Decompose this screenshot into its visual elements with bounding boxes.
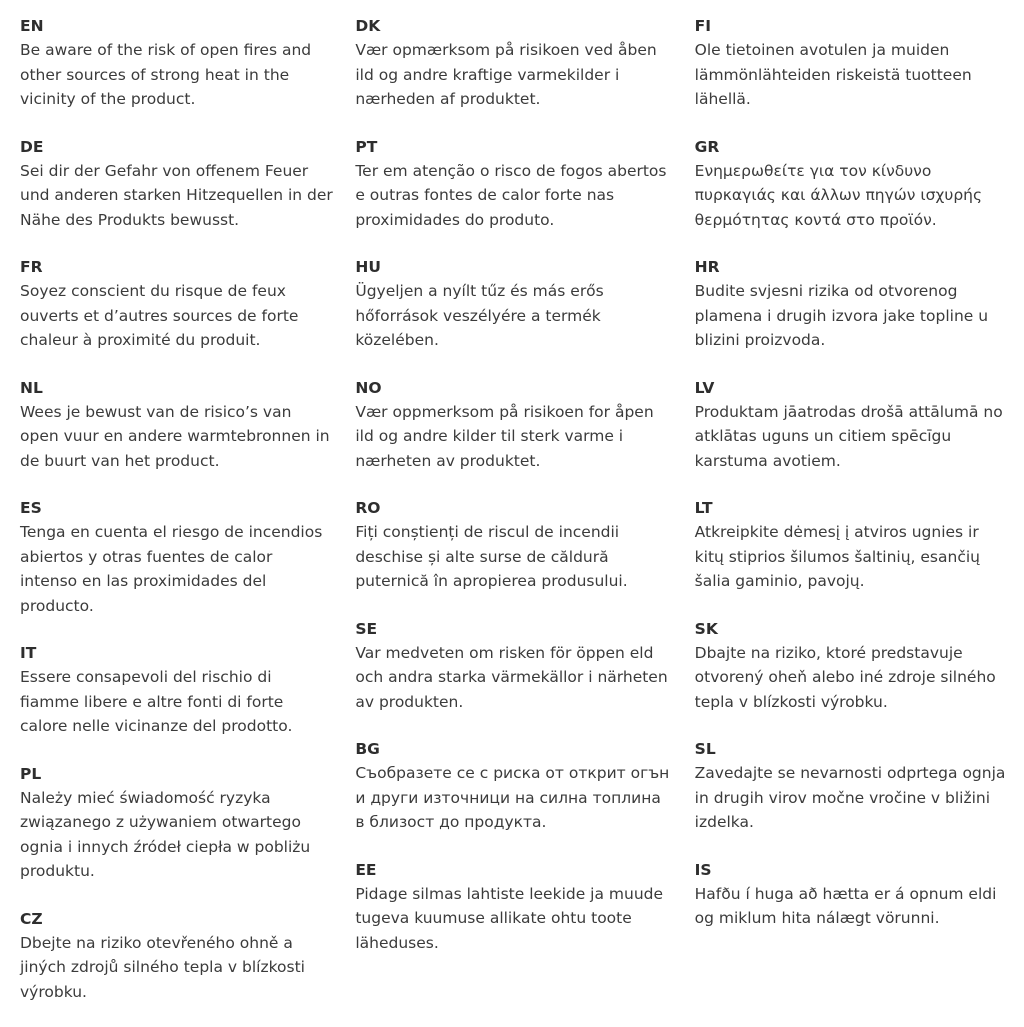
lang-entry-lt: [695, 496, 1010, 594]
lang-entry-pl: [20, 762, 333, 884]
lang-text-no: Vær oppmerksom på risikoen for åpen ild og andre kilder til sterk varme i nærheten av produktet.: [355, 402, 654, 470]
lang-text-it: Essere consapevoli del rischio di fiamme libere e altre fonti di forte calore nelle vicinanze del prodotto.: [20, 668, 293, 735]
lang-text-cz: Dbejte na riziko otevřeného ohně a jiných zdrojů silného tepla v blízkosti výrobku.: [20, 933, 305, 1001]
lang-code-ee: EE: [355, 860, 377, 879]
lang-entry-es: [20, 496, 333, 618]
lang-text-ro: Fiți conștienți de riscul de incendii deschise și alte surse de căldură puternică în apropierea produsului.: [355, 523, 628, 590]
lang-code-fr: FR: [20, 258, 43, 276]
lang-entry-hu: [355, 255, 672, 353]
lang-code-hr: HR: [694, 258, 720, 276]
lang-text-gr: Ενημερωθείτε για τον κίνδυνο πυρκαγιάς και άλλων πηγών ισχυρής θερμότητας κοντά στο προϊόν.: [694, 161, 983, 229]
lang-entry-fr: [20, 255, 333, 353]
lang-entry-dk: [355, 14, 672, 112]
lang-code-en: EN: [20, 17, 44, 35]
lang-code-hu: HU: [355, 258, 381, 276]
lang-code-lv: LV: [694, 378, 715, 397]
lang-code-gr: GR: [694, 137, 720, 156]
lang-code-pl: PL: [20, 764, 42, 783]
lang-code-lt: LT: [694, 499, 713, 517]
lang-code-ro: RO: [355, 499, 381, 517]
lang-entry-fi: [695, 14, 1010, 112]
lang-text-nl: Wees je bewust van de risico’s van open vuur en andere warmtebronnen in de buurt van het product.: [20, 402, 330, 470]
lang-text-de: Sei dir der Gefahr von offenem Feuer und anderen starken Hitzequellen in der Nähe des Produkts bewusst.: [20, 161, 333, 229]
lang-text-fi: Ole tietoinen avotulen ja muiden lämmönlähteiden riskeistä tuotteen lähellä.: [694, 41, 972, 108]
lang-entry-gr: [695, 135, 1010, 233]
lang-text-dk: Vær opmærksom på risikoen ved åben ild og andre kraftige varmekilder i nærheden af produktet.: [355, 41, 657, 108]
lang-entry-en: [20, 14, 333, 112]
lang-text-en: Be aware of the risk of open fires and other sources of strong heat in the vicinity of the product.: [20, 41, 312, 108]
lang-code-de: DE: [20, 137, 44, 156]
lang-text-hr: Budite svjesni rizika od otvorenog plamena i drugih izvora jake topline u blizini proizvoda.: [694, 282, 989, 349]
lang-code-sl: SL: [694, 740, 716, 758]
lang-text-es: Tenga en cuenta el riesgo de incendios abiertos y otras fuentes de calor intenso en las proximidades del producto.: [20, 523, 323, 615]
lang-code-fi: FI: [694, 17, 712, 35]
lang-code-it: IT: [20, 644, 37, 662]
lang-entry-cz: [20, 907, 333, 1005]
lang-entry-hr: [695, 255, 1010, 353]
lang-code-is: IS: [694, 860, 712, 879]
lang-text-sk: Dbajte na riziko, ktoré predstavuje otvorený oheň alebo iné zdroje silného tepla v blízkosti výrobku.: [694, 643, 996, 711]
lang-text-bg: Съобразете се с риска от открит огън и други източници на силна топлина в близост до продукта.: [355, 764, 670, 831]
lang-code-nl: NL: [20, 378, 43, 397]
lang-code-bg: BG: [355, 740, 380, 758]
lang-entry-it: [20, 641, 333, 739]
lang-code-dk: DK: [355, 17, 381, 35]
lang-text-se: Var medveten om risken för öppen eld och andra starka värmekällor i närheten av produkten.: [355, 643, 668, 711]
column-3: [695, 14, 1010, 1027]
lang-entry-se: [355, 617, 672, 715]
lang-text-fr: Soyez conscient du risque de feux ouverts et d’autres sources de forte chaleur à proximité du produit.: [20, 282, 299, 349]
lang-code-no: NO: [355, 378, 382, 397]
lang-entry-bg: [355, 737, 672, 835]
lang-code-es: ES: [20, 499, 42, 517]
lang-entry-nl: [20, 376, 333, 474]
column-2: [355, 14, 672, 1027]
lang-code-cz: CZ: [20, 909, 43, 928]
lang-entry-ee: [355, 858, 672, 956]
lang-entry-sk: [695, 617, 1010, 715]
lang-entry-ro: [355, 496, 672, 594]
lang-entry-no: [355, 376, 672, 474]
lang-text-sl: Zavedajte se nevarnosti odprtega ognja in drugih virov močne vročine v bližini izdelka.: [694, 764, 1006, 831]
lang-entry-pt: [355, 135, 672, 233]
lang-text-pt: Ter em atenção o risco de fogos abertos e outras fontes de calor forte nas proximidades do produto.: [355, 161, 667, 229]
lang-text-hu: Ügyeljen a nyílt tűz és más erős hőforrások veszélyére a termék közelében.: [355, 282, 604, 349]
lang-entry-sl: [695, 737, 1010, 835]
lang-text-lt: Atkreipkite dėmesį į atviros ugnies ir kitų stiprios šilumos šaltinių, esančių šalia gaminio, pavojų.: [694, 523, 980, 590]
lang-entry-de: [20, 135, 333, 233]
lang-text-is: Hafðu í huga að hætta er á opnum eldi og miklum hita nálægt vörunni.: [694, 884, 997, 927]
lang-entry-lv: [695, 376, 1010, 474]
column-1: [20, 14, 333, 1027]
lang-code-pt: PT: [355, 137, 378, 156]
lang-text-lv: Produktam jāatrodas drošā attālumā no atklātas uguns un citiem spēcīgu karstuma avotiem.: [694, 402, 1003, 470]
lang-text-ee: Pidage silmas lahtiste leekide ja muude tugeva kuumuse allikate ohtu toote läheduses.: [355, 884, 664, 952]
lang-code-sk: SK: [694, 619, 718, 638]
lang-code-se: SE: [355, 619, 378, 638]
lang-entry-is: [695, 858, 1010, 931]
lang-text-pl: Należy mieć świadomość ryzyka związanego z używaniem otwartego ognia i innych źródeł ciepła w pobliżu produktu.: [20, 788, 311, 880]
